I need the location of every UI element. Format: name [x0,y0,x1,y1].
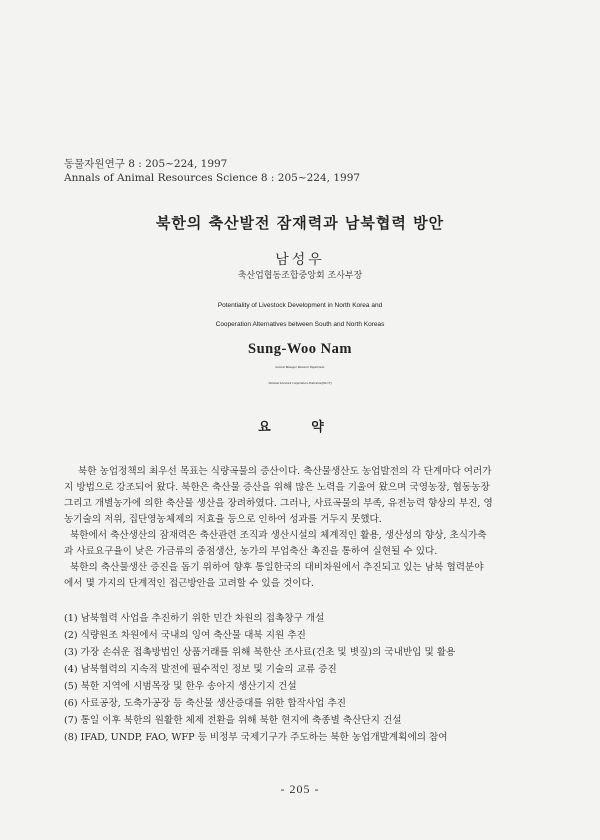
list-item: (1) 남북협력 사업을 추진하기 위한 민간 차원의 접촉창구 개설 [64,613,325,624]
abstract-line: 농기술의 저위, 집단영농체제의 저효율 등으로 인하여 성과를 거두지 못했다. [64,514,382,525]
paper-title-english [0,296,600,334]
abstract-line: 북한에서 축산생산의 잠재력은 축산관련 조직과 생산시설의 체계적인 활용, 생산성의 향상, 초식가축 [70,530,487,541]
list-item: (2) 식량원조 차원에서 국내의 잉여 축산물 대북 지원 추진 [64,630,306,641]
author-name-korean: 남성우 [275,252,325,268]
abstract-line: 북한 농업정책의 최우선 목표는 식량곡물의 증산이다. 축산물생산도 농업발전의 각 단계마다 여러가 [78,466,492,477]
paper-title-korean: 북한의 축산발전 잠재력과 남북협력 방안 [155,214,445,232]
list-item: (8) IFAD, UNDP, FAO, WFP 등 비정부 국제기구가 주도하는 북한 농업개발계획에의 참여 [64,732,448,743]
list-item: (3) 가장 손쉬운 접촉방법인 상품거래를 위해 북한산 조사료(건초 및 볏짚)의 국내반입 및 활용 [64,647,456,658]
author-name-english: Sung-Woo Nam [248,341,352,357]
abstract-line: 과 사료요구율이 낮은 가금류의 중점생산, 농가의 부업축산 촉진을 통하여 실현될 수 있다. [64,546,438,557]
abstract-line: 북한의 축산물생산 증진을 돕기 위하여 향후 통일한국의 대비차원에서 추진되고 있는 남북 협력분야 [70,562,484,573]
list-item: (4) 남북협력의 지속적 발전에 필수적인 정보 및 기술의 교류 증진 [64,664,337,675]
abstract-line: 지 방법으로 강조되어 왔다. 북한은 축산물 증산을 위해 많은 노력을 기울여 왔으며 국영농장, 협동농장 [64,482,490,493]
page-number: - 205 - [280,782,320,796]
author-affiliation-korean: 축산업협동조합중앙회 조사부장 [237,271,363,281]
affiliation-english-line-1: General Manager, Research Department, [275,365,325,369]
abstract-line: 그리고 개별농가에 의한 축산물 생산을 장려하였다. 그러나, 사료곡물의 부족, 유전능력 향상의 부진, 영 [64,498,493,509]
journal-citation-korean: 동물자원연구 8 : 205~224, 1997 [64,158,228,170]
paper-title-english-line-1: Potentiality of Livestock Development in North Korea and [217,302,383,309]
paper-title-english-line-2: Cooperation Alternatives between South and North Koreas [215,321,385,328]
abstract-line: 에서 몇 가지의 단계적인 접근방안을 고려할 수 있을 것이다. [64,578,314,589]
author-affiliation-english [0,359,600,391]
list-item: (6) 사료공장, 도축가공장 등 축산물 생산증대를 위한 합작사업 추진 [64,698,346,709]
list-item: (7) 통일 이후 북한의 원활한 체제 전환을 위해 북한 현지에 축종별 축산단지 건설 [64,715,402,726]
list-item: (5) 북한 지역에 시범목장 및 한우 송아지 생산기지 건설 [64,681,297,692]
affiliation-english-line-2: National Livestock Cooperatives Federation(NLCF) [268,381,332,385]
abstract-heading: 요 약 [258,420,342,435]
journal-citation-english: Annals of Animal Resources Science 8 : 205~224, 1997 [64,172,361,184]
